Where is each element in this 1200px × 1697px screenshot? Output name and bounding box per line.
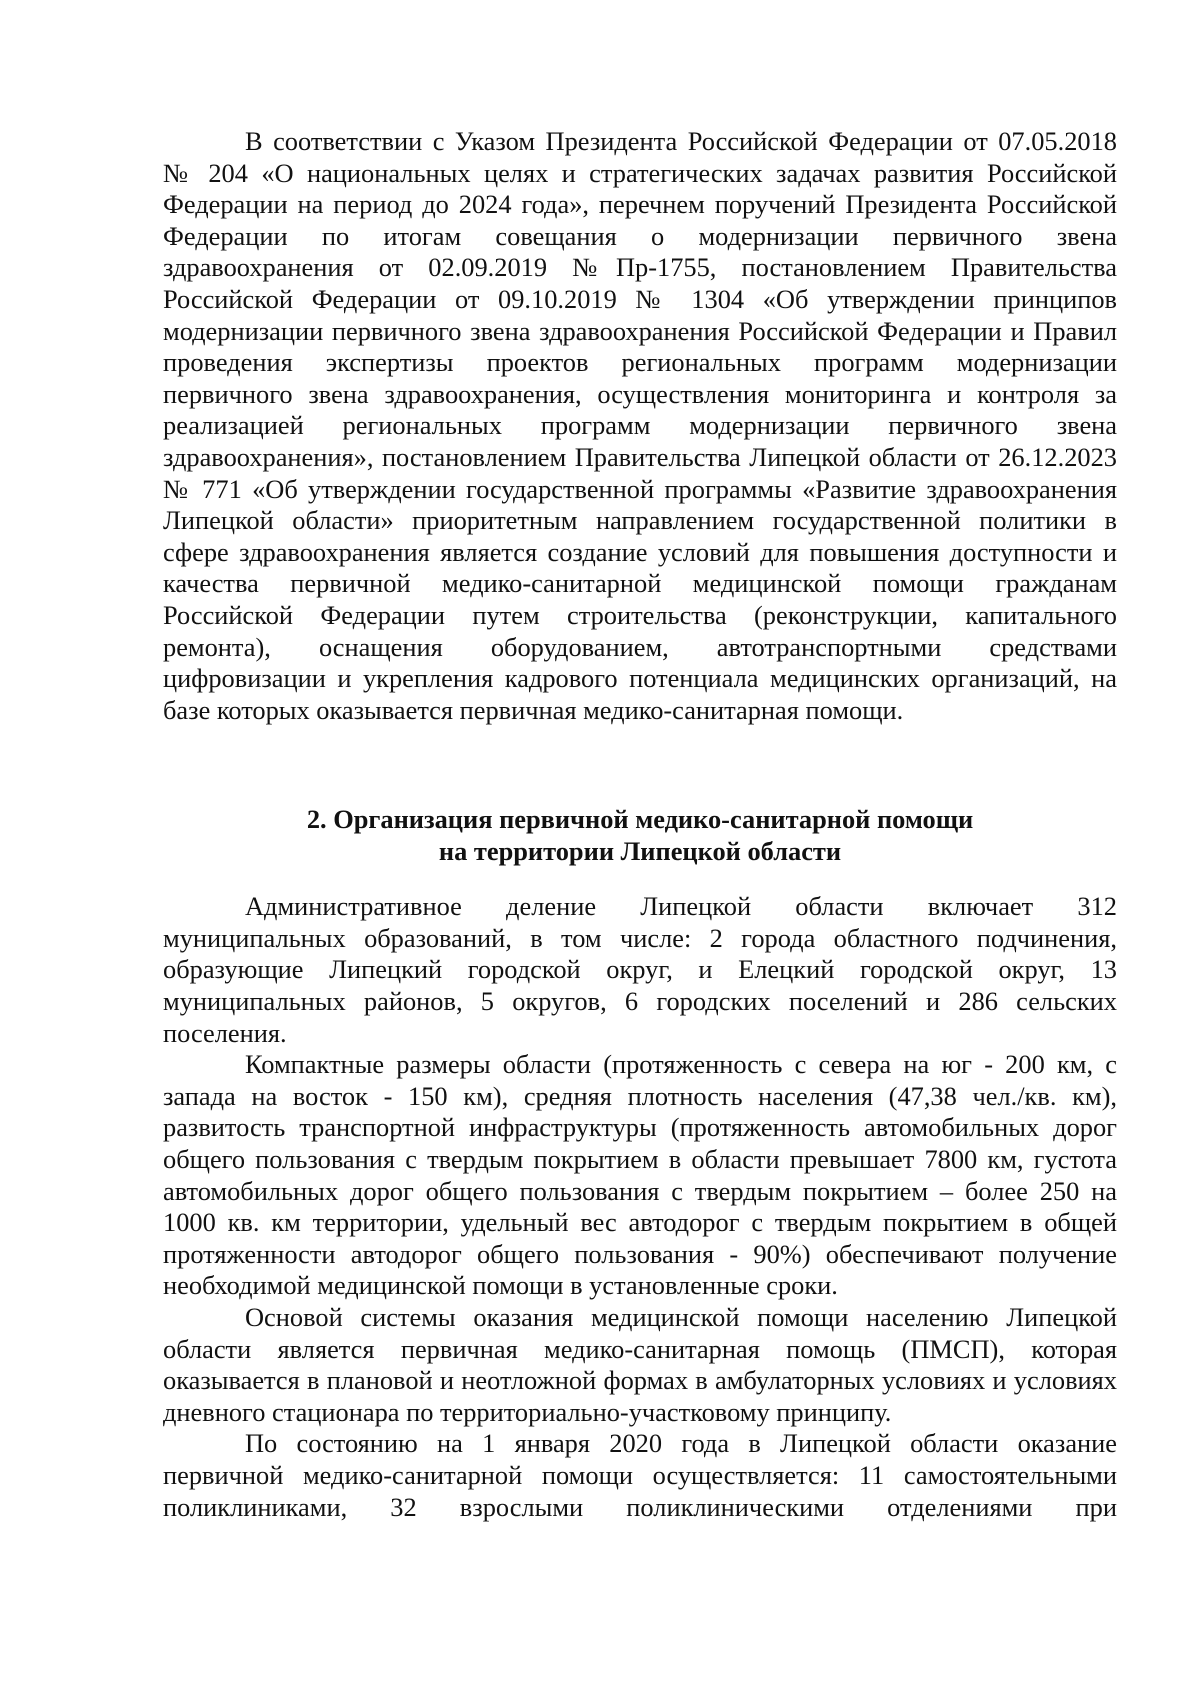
section-heading-line-2: на территории Липецкой области xyxy=(438,836,842,867)
paragraph-region-size: Компактные размеры области (протяженность с севера на юг - 200 км, с запада на восток - 150 км), средняя плотность населения (47,38 чел./кв. км), развитость транспортной инфраструктуры (протяженность автомобильных дорог общего пользования с твердым покрытием в области превышает 7800 км, густота автомобильных дорог общего пользования с твердым покрытием – более 250 на 1000 кв. км территории, удельный вес автодорог с твердым покрытием в общей протяженности автодорог общего пользования - 90%) обеспечивают получение необходимой медицинской помощи в установленные сроки. xyxy=(163,1049,1117,1301)
paragraph-pmsp-status: По состоянию на 1 января 2020 года в Липецкой области оказание первичной медико-санитарной помощи осуществляется: 11 самостоятельными поликлиниками, 32 взрослыми поликлиническими отделениями при xyxy=(163,1428,1117,1522)
intro-paragraph: В соответствии с Указом Президента Российской Федерации от 07.05.2018 № 204 «О национальных целях и стратегических задачах развития Российской Федерации на период до 2024 года», перечнем поручений Президента Российской Федерации по итогам совещания о модернизации первичного звена здравоохранения от 02.09.2019 №Пр-1755, постановлением Правительства Российской Федерации от 09.10.2019 № 1304 «Об утверждении принципов модернизации первичного звена здравоохранения Российской Федерации и Правил проведения экспертизы проектов региональных программ модернизации первичного звена здравоохранения, осуществления мониторинга и контроля за реализацией региональных программ модернизации первичного звена здравоохранения», постановлением Правительства Липецкой области от 26.12.2023 № 771 «Об утверждении государственной программы «Развитие здравоохранения Липецкой области» приоритетным направлением государственной политики в сфере здравоохранения является создание условий для повышения доступности и качества первичной медико-санитарной медицинской помощи гражданам Российской Федерации путем строительства (реконструкции, капитального ремонта), оснащения оборудованием, автотранспортными средствами цифровизации и укрепления кадрового потенциала медицинских организаций, на базе которых оказывается первичная медико-санитарная помощи. xyxy=(163,126,1117,725)
document-body xyxy=(163,126,1117,1523)
section-heading-line-1: 2. Организация первичной медико-санитарной помощи xyxy=(306,804,974,835)
section-heading xyxy=(163,803,1117,867)
paragraph-pmsp-basis: Основой системы оказания медицинской помощи населению Липецкой области является первичная медико-санитарная помощь (ПМСП), которая оказывается в плановой и неотложной формах в амбулаторных условиях и условиях дневного стационара по территориально-участковому принципу. xyxy=(163,1302,1117,1427)
paragraph-administrative-division: Административное деление Липецкой области включает 312 муниципальных образований, в том числе: 2 города областного подчинения, образующие Липецкий городской округ, и Елецкий городской округ, 13 муниципальных районов, 5 округов, 6 городских поселений и 286 сельских поселения. xyxy=(163,891,1117,1048)
